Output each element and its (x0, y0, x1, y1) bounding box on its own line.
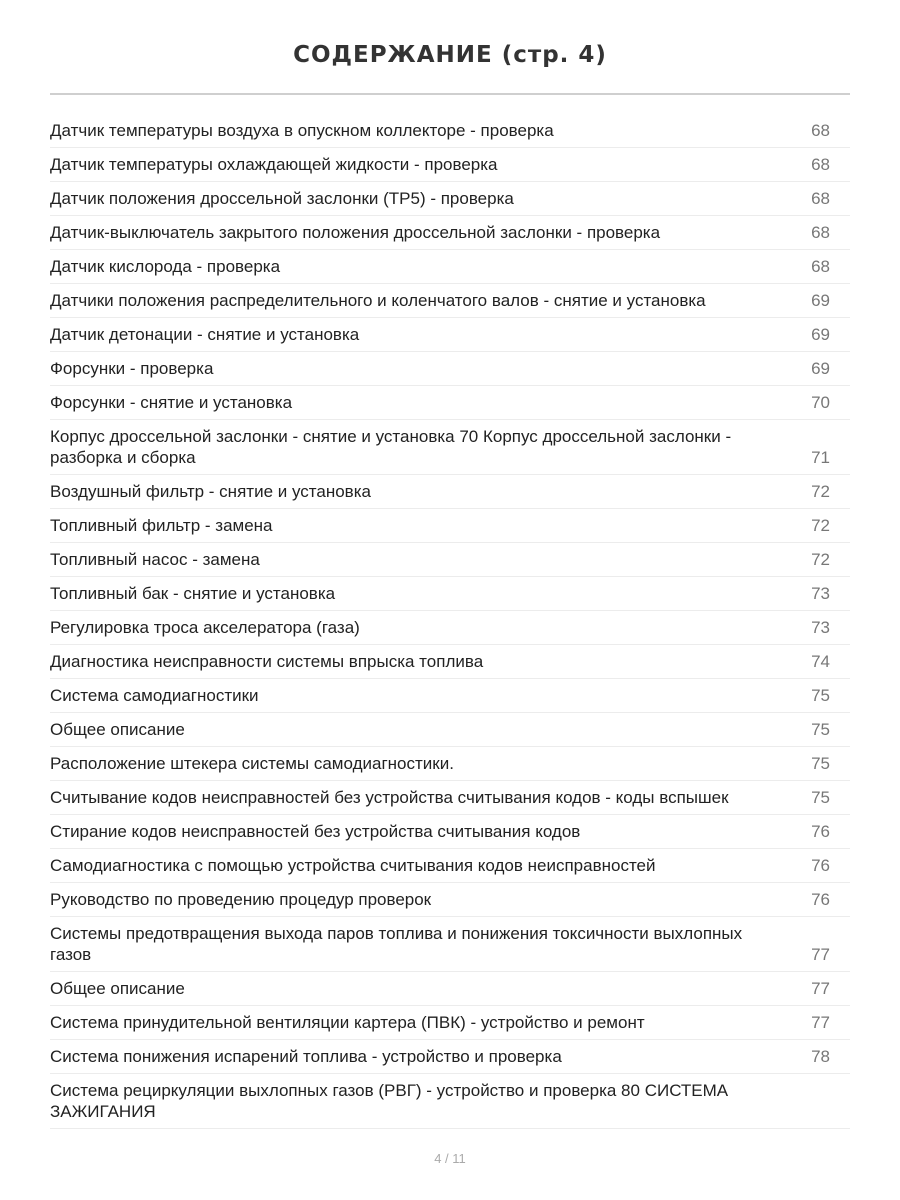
toc-entry[interactable] (50, 679, 850, 713)
toc-entry[interactable] (50, 250, 850, 284)
toc-entry[interactable] (50, 352, 850, 386)
toc-entry[interactable] (50, 284, 850, 318)
toc-entry-title: Датчик температуры охлаждающей жидкости - проверка (50, 155, 498, 174)
toc-entry[interactable] (50, 713, 850, 747)
toc-entry-title: Система рециркуляции выхлопных газов (РВГ) - устройство и проверка 80 СИСТЕМА ЗАЖИГАНИЯ (50, 1081, 729, 1121)
toc-entry-title: Форсунки - снятие и установка (50, 393, 293, 412)
toc-entry-page: 72 (811, 482, 830, 501)
toc-entry[interactable] (50, 509, 850, 543)
toc-entry-page: 75 (811, 754, 830, 773)
toc-entry[interactable] (50, 747, 850, 781)
toc-entry-page: 76 (811, 822, 830, 841)
toc-entry[interactable] (50, 420, 850, 475)
toc-entry[interactable] (50, 1074, 850, 1129)
toc-entry-page: 69 (811, 359, 830, 378)
toc-entry-title: Руководство по проведению процедур проверок (50, 890, 432, 909)
toc-entry[interactable] (50, 475, 850, 509)
toc-entry[interactable] (50, 917, 850, 972)
toc-entry-page: 69 (811, 325, 830, 344)
toc-entry-page: 76 (811, 856, 830, 875)
toc-entry-page: 75 (811, 720, 830, 739)
toc-entry[interactable] (50, 611, 850, 645)
toc-entry-title: Система принудительной вентиляции картера (ПВК) - устройство и ремонт (50, 1013, 645, 1032)
toc-entry-page: 75 (811, 788, 830, 807)
toc-entry-title: Топливный бак - снятие и установка (50, 584, 336, 603)
toc-entry-page: 68 (811, 155, 830, 174)
toc-entry-title: Стирание кодов неисправностей без устройства считывания кодов (50, 822, 581, 841)
toc-entry-title: Топливный фильтр - замена (50, 516, 273, 535)
toc-entry-title: Датчик температуры воздуха в опускном коллекторе - проверка (50, 121, 554, 140)
toc-entry-title: Датчик детонации - снятие и установка (50, 325, 360, 344)
toc-entry-title: Диагностика неисправности системы впрыска топлива (50, 652, 484, 671)
toc-entry[interactable] (50, 543, 850, 577)
toc-entry[interactable] (50, 1040, 850, 1074)
toc-entry-page: 77 (811, 945, 830, 964)
toc-entry-title: Датчики положения распределительного и коленчатого валов - снятие и установка (50, 291, 706, 310)
toc-entry-title: Воздушный фильтр - снятие и установка (50, 482, 371, 501)
toc-entry-page: 68 (811, 189, 830, 208)
toc-entry[interactable] (50, 318, 850, 352)
toc-entry-title: Форсунки - проверка (50, 359, 214, 378)
toc-entry-title: Топливный насос - замена (50, 550, 260, 569)
toc-entry[interactable] (50, 216, 850, 250)
toc-entry-page: 76 (811, 890, 830, 909)
toc-entry[interactable] (50, 849, 850, 883)
toc-entry-page: 72 (811, 550, 830, 569)
toc-entry-page: 69 (811, 291, 830, 310)
title-divider (50, 93, 850, 95)
toc-entry-title: Самодиагностика с помощью устройства считывания кодов неисправностей (50, 856, 656, 875)
toc-entry-title: Корпус дроссельной заслонки - снятие и установка 70 Корпус дроссельной заслонки - разборка и сборка (50, 427, 732, 467)
toc-entry[interactable] (50, 577, 850, 611)
page-title: СОДЕРЖАНИЕ (стр. 4) (293, 42, 607, 68)
toc-entry[interactable] (50, 148, 850, 182)
page-number: 4 / 11 (434, 1151, 466, 1166)
toc-entry[interactable] (50, 182, 850, 216)
toc-entry-page: 77 (811, 979, 830, 998)
toc-entry[interactable] (50, 1006, 850, 1040)
toc-entry[interactable] (50, 386, 850, 420)
toc-entry-page: 78 (811, 1047, 830, 1066)
toc-entry-title: Регулировка троса акселератора (газа) (50, 618, 360, 637)
toc-entry[interactable] (50, 883, 850, 917)
toc-entry-title: Общее описание (50, 979, 185, 998)
toc-entry-page: 72 (811, 516, 830, 535)
toc-entry-page: 68 (811, 121, 830, 140)
toc-entry-page: 75 (811, 686, 830, 705)
table-of-contents (50, 114, 850, 1129)
toc-entry-title: Датчик положения дроссельной заслонки (ТР5) - проверка (50, 189, 514, 208)
toc-entry-title: Датчик-выключатель закрытого положения дроссельной заслонки - проверка (50, 223, 661, 242)
toc-entry-title: Системы предотвращения выхода паров топлива и понижения токсичности выхлопных газов (50, 924, 743, 964)
toc-entry[interactable] (50, 114, 850, 148)
toc-entry-title: Считывание кодов неисправностей без устройства считывания кодов - коды вспышек (50, 788, 729, 807)
toc-entry-page: 70 (811, 393, 830, 412)
toc-entry-page: 77 (811, 1013, 830, 1032)
toc-entry-page: 71 (811, 448, 830, 467)
toc-entry-title: Датчик кислорода - проверка (50, 257, 281, 276)
toc-entry-page: 68 (811, 223, 830, 242)
toc-entry-page: 68 (811, 257, 830, 276)
toc-entry-page: 73 (811, 618, 830, 637)
toc-entry-title: Система понижения испарений топлива - устройство и проверка (50, 1047, 562, 1066)
toc-entry-title: Общее описание (50, 720, 185, 739)
toc-entry[interactable] (50, 781, 850, 815)
toc-entry-title: Система самодиагностики (50, 686, 259, 705)
toc-entry[interactable] (50, 645, 850, 679)
toc-entry[interactable] (50, 972, 850, 1006)
toc-entry[interactable] (50, 815, 850, 849)
toc-entry-page: 74 (811, 652, 830, 671)
toc-entry-title: Расположение штекера системы самодиагностики. (50, 754, 454, 773)
toc-entry-page: 73 (811, 584, 830, 603)
